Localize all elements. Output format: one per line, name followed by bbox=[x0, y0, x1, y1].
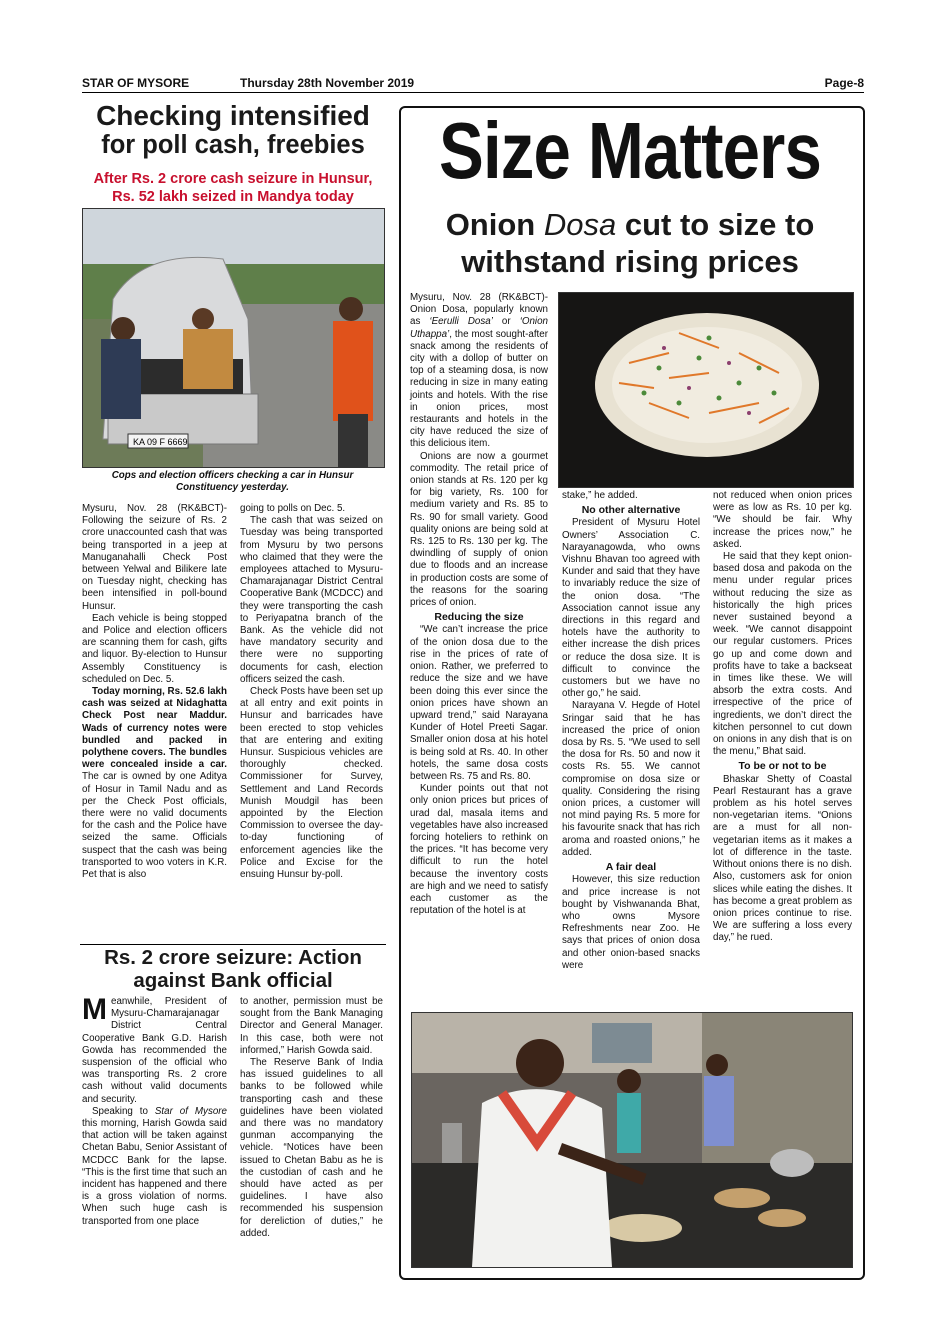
story3-headline bbox=[402, 206, 858, 280]
story1-headline-line1: Checking intensified bbox=[96, 100, 370, 131]
story1-photo bbox=[82, 208, 385, 468]
story1-para: Each vehicle is being stopped and Police and election officers are scanning them for cash, gifts and liquor. By-election to Hunsur Assembly Constituency is scheduled on Dec. 5. bbox=[82, 612, 227, 685]
story1-headline bbox=[80, 100, 386, 160]
headline-part: cut to size to bbox=[616, 207, 815, 242]
cook-making-dosa-image bbox=[412, 1013, 852, 1267]
story2-para: to another, permission must be sought from the Bank Managing Director and General Manager. In this case, both were not informed,” Harish Gowda said. bbox=[240, 996, 383, 1056]
story3-para: stake,” he added. bbox=[562, 490, 638, 501]
page-number: Page-8 bbox=[824, 76, 864, 90]
paper-name: STAR OF MYSORE bbox=[82, 76, 190, 90]
story1-bold-lead: Today morning, Rs. 52.6 lakh cash was seized at Nidaghatta Check Post near Maddur. Wads of currency notes were bundled and packed in polythene covers. The bundles were concealed inside a car. bbox=[82, 686, 227, 771]
caption-line1: Cops and election officers checking a car in Hunsur bbox=[111, 470, 354, 481]
newspaper-name: Star of Mysore bbox=[154, 1105, 228, 1117]
headline-italic: Dosa bbox=[543, 207, 617, 242]
headline-part: Onion bbox=[445, 207, 544, 242]
story1-para: The cash that was seized on Tuesday was being transported from Mysuru by two persons who claimed that they were the employees attached to Mysuru-Chamarajanagar District Central Cooperative Bank (MCDCC) and they were transporting the cash to Periyapatna branch of the Bank. As the vehicle did not have mandatory security and there were no supporting documents for cash, election officers seized the cash. bbox=[240, 515, 383, 685]
story1-subhead-line1: After Rs. 2 crore cash seizure in Hunsur, bbox=[93, 171, 373, 187]
story3-para: not reduced when onion prices were as low as Rs. 10 per kg. “We should be fair. Why increase the prices now,” he asked. bbox=[713, 490, 852, 550]
license-plate: KA 09 F 6669 bbox=[133, 437, 188, 447]
story1-column2 bbox=[240, 503, 383, 881]
story3-para: “We can’t increase the price of the onion dosa due to the rise in the prices of rate of onion. Rather, we preferred to reduce the size and we have been doing this ever since the onion prices have shown an upward trend,” said Narayana Kunder of Hotel Preeti Sagar. Smaller onion dosa at his hotel is being sold at Rs. 40. In other hotels, the same dosa costs between Rs. 75 and Rs. 80. bbox=[410, 624, 548, 782]
subhead-reducing-size: Reducing the size bbox=[434, 611, 524, 624]
issue-date: Thursday 28th November 2019 bbox=[240, 76, 415, 90]
size-matters-title: Size Matters bbox=[438, 106, 822, 195]
story1-subhead-line2: Rs. 52 lakh seized in Mandya today bbox=[112, 189, 354, 206]
caption-line2: Constituency yesterday. bbox=[176, 482, 289, 493]
story2-headline-line2: against Bank official bbox=[133, 968, 333, 992]
drop-cap: M bbox=[82, 993, 107, 1026]
subhead-to-be: To be or not to be bbox=[738, 760, 827, 773]
kitchen-photo bbox=[411, 1012, 853, 1268]
story3-title bbox=[402, 108, 858, 194]
subhead-no-alternative: No other alternative bbox=[581, 504, 681, 517]
story3-para: Bhaskar Shetty of Coastal Pearl Restaurant has a grave problem as his hotel serves non-vegetarian items. “Onions are a must for all non-vegetarian items as it makes a lot of difference in the taste. Without onions there is no dish. Also, customers ask for onion slices while eating the dishes. It has become a great problem as onion prices continue to rise. We are suffering a loss every day,” he rued. bbox=[713, 773, 852, 944]
story2-para: this morning, Harish Gowda said that action will be taken against Chetan Babu, Senior Assistant of MCDCC Bank for the lapse. “This is the first time that such an incident has happened and there is a gross violation of norms. When such huge cash is transported from one place bbox=[82, 1118, 227, 1227]
story1-para: Check Posts have been set up at all entry and exit points in Hunsur and barricades have been erected to stop vehicles that are entering and exiting Hunsur. Suspicious vehicles are thoroughly checked. Commissioner for Survey, Settlement and Land Records Munish Moudgil has been appointed by the Election Commission to oversee the day-to-day functioning of enforcement agencies like the Police and Excise for the ensuing Hunsur by-poll. bbox=[240, 686, 383, 881]
story1-column1 bbox=[82, 503, 227, 881]
story3-para: Narayana V. Hegde of Hotel Sringar said that he has increased the price of onion dosa by Rs. 5. “We used to sell the dosa for Rs. 50 and now it costs Rs. 55. We cannot compromise on dosa size or quality. Considering the rising onion prices, a customer will not mind paying Rs. 5 more for his favourite snack that has rich aroma and roasted onions,” he added. bbox=[562, 700, 700, 858]
story1-headline-line2: for poll cash, freebies bbox=[101, 131, 365, 160]
dosa-photo bbox=[558, 292, 854, 488]
car-checking-image bbox=[83, 209, 384, 467]
story2-para: Speaking to bbox=[92, 1105, 155, 1117]
dosa-name: ‘Onion Uthappa’ bbox=[410, 316, 549, 340]
dosa-name: ‘Eerulli Dosa’ bbox=[429, 316, 493, 328]
story3-para: Onions are now a gourmet commodity. The retail price of onion stands at Rs. 120 per kg for big variety, Rs. 100 for medium variety and Rs. 85 to Rs. 90 for small variety. Good quality onions are being sold at Rs. 125 to Rs. 130 per kg. The dwindling of supply of onion due to floods and an increase in production costs are some of the reasons for the soaring prices of onion. bbox=[410, 450, 548, 609]
subhead-fair-deal: A fair deal bbox=[605, 861, 657, 874]
story3-column2 bbox=[562, 490, 700, 972]
story3-para: However, this size reduction and price increase is not bought by Vishwananda Bhat, who owns Mysore Refreshments near Zoo. He says that prices of onion dosa and other onion-based snacks were bbox=[562, 874, 700, 971]
story1-para: Mysuru, Nov. 28 (RK&BCT)- Following the seizure of Rs. 2 crore unaccounted cash that was being transported in a jeep at Manuganahalli Check Post between Yelwal and Bilikere late on Tuesday night, checking has been intensified in poll-bound Hunsur. bbox=[82, 503, 227, 612]
story2-headline bbox=[80, 944, 386, 993]
story1-subhead bbox=[80, 170, 386, 206]
story2-column2 bbox=[240, 996, 383, 1240]
story3-para: Kunder points out that not only onion prices but prices of urad dal, masala items and vegetables have also increased forcing hoteliers to rethink on the prices. “It has become very difficult to run the hotel because the inventory costs are high and we need to satisfy each customer as the reputation of the hotel is at bbox=[410, 783, 548, 917]
story3-para: He said that they kept onion-based dosa and pakoda on the menu under regular prices without reducing the size as historically the high prices never sustained beyond a week. “We cannot disappoint our regular customers. Prices go up and come down and profits have to take a backseat in times like these. We will absorb the extra costs. And irrespective of the price of ingredients, we don’t direct the kitchen personnel to cut down on onions in any dish that is on the menu,” Bhat said. bbox=[713, 551, 852, 758]
story3-para: or bbox=[492, 316, 520, 328]
story2-headline-line1: Rs. 2 crore seizure: Action bbox=[104, 946, 362, 969]
story3-column3 bbox=[713, 490, 852, 945]
story2-para: The Reserve Bank of India has issued guidelines to all banks to be followed while transporting cash and these guidelines have been violated and there was no mandatory gunman accompanying the vehicle. “Notices have been issued to Chetan Babu as he is the custodian of cash and he should have acted as per guidelines. I have also recommended his suspension for dereliction of duties,” he added. bbox=[240, 1057, 383, 1239]
story2-column1 bbox=[82, 993, 228, 1228]
story1-para: The car is owned by one Aditya of Hosur in Tamil Nadu and as per the Check Post officials, there were no valid documents for the cash and the Police have seized the same. Officials suspect that the cash was being transported to woo voters in K.R. Pet that is also bbox=[82, 771, 227, 881]
story3-column1 bbox=[410, 292, 548, 917]
story3-para: Mysuru, Nov. 28 (RK&BCT)- Onion Dosa, popularly known as bbox=[410, 292, 548, 328]
story1-caption bbox=[82, 470, 383, 494]
story3-headline-line2: withstand rising prices bbox=[461, 244, 799, 279]
story1-para: going to polls on Dec. 5. bbox=[240, 503, 346, 514]
story3-para: President of Mysuru Hotel Owners’ Association C. Narayanagowda, who owns Vishnu Bhavan too agreed with Kunder and said that they have to invariably reduce the size of the onion dosa. “The Association cannot issue any directions in this regard and hotels have the authority to either increase the dish prices or reduce the dosa size. It is difficult to convince the customers but we have no other go,” he said. bbox=[562, 517, 700, 700]
story2-para: eanwhile, President of Mysuru-Chamarajanagar District Central Cooperative Bank G.D. Harish Gowda has recommended the suspension of the official who was transporting Rs. 2 crore cash without valid documents and security. bbox=[82, 996, 227, 1105]
masthead bbox=[82, 76, 864, 93]
story3-para: , the most sought-after snack among the residents of city with a dollop of butter on top of a steaming dosa, is now reducing in size in many eating joints and hotels. With the rise in onion prices, most restaurants and hotels in the city have reduced the size of this delicious item. bbox=[410, 328, 548, 450]
onion-dosa-image bbox=[559, 293, 853, 487]
